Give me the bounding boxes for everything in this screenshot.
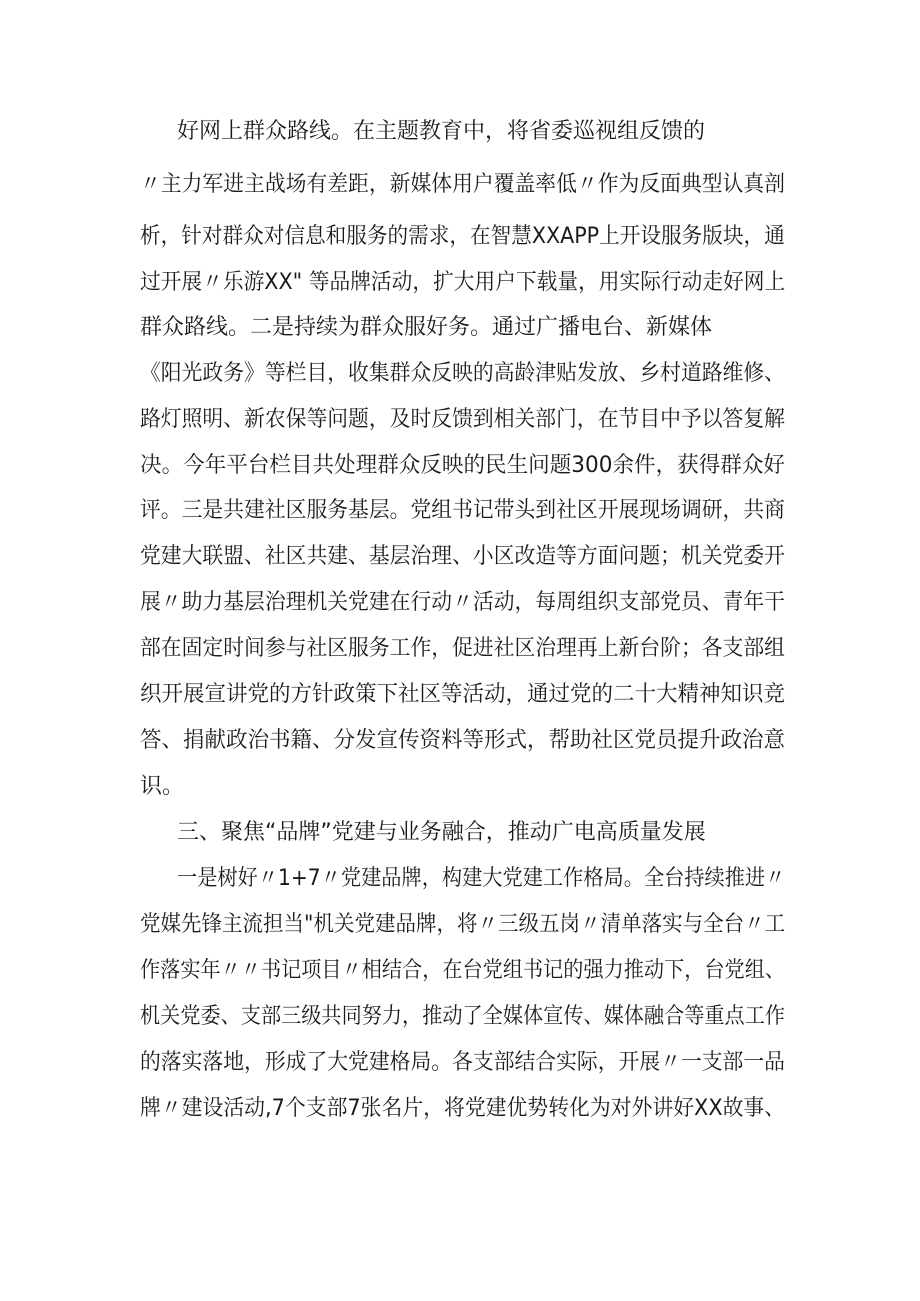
text-line: 好网上群众路线。在主题教育中，将省委巡视组反馈的 xyxy=(177,119,706,144)
text-line: 评。三是共建社区服务基层。党组书记带头到社区开展现场调研，共商 xyxy=(140,498,785,523)
text-line: 《阳光政务》等栏目，收集群众反映的高龄津贴发放、乡村道路维修、 xyxy=(140,361,785,386)
text-line: 析，针对群众对信息和服务的需求，在智慧XXAPP上开设服务版块，通 xyxy=(140,224,785,249)
text-line: 答、捐献政治书籍、分发宣传资料等形式，帮助社区党员提升政治意 xyxy=(140,728,786,753)
text-line: 决。今年平台栏目共处理群众反映的民生问题300余件，获得群众好 xyxy=(140,453,785,478)
text-line: 织开展宣讲党的方针政策下社区等活动，通过党的二十大精神知识竞 xyxy=(140,682,786,707)
text-line: 部在固定时间参与社区服务工作，促进社区治理再上新台阶；各支部组 xyxy=(140,636,785,661)
text-line: 党建大联盟、社区共建、基层治理、小区改造等方面问题；机关党委开 xyxy=(140,544,785,569)
text-line: 识。 xyxy=(140,774,185,799)
section-heading: 三、聚焦“品牌”党建与业务融合，推动广电高质量发展 xyxy=(177,820,706,845)
text-line: 一是树好〃1+7〃党建品牌，构建大党建工作格局。全台持续推进〃 xyxy=(177,866,786,891)
text-line: 过开展〃乐游XX" 等品牌活动，扩大用户下载量，用实际行动走好网上 xyxy=(140,270,786,295)
text-line: 群众路线。二是持续为群众服好务。通过广播电台、新媒体 xyxy=(140,315,713,340)
text-line: 作落实年〃〃书记项目〃相结合，在台党组书记的强力推动下，台党组、 xyxy=(140,958,786,983)
text-line: 党媒先锋主流担当"机关党建品牌，将〃三级五岗〃清单落实与全台〃工 xyxy=(140,912,786,937)
text-line: 〃主力军进主战场有差距，新媒体用户覆盖率低〃作为反面典型认真剖 xyxy=(140,172,785,197)
text-line: 牌〃建设活动,7个支部7张名片，将党建优势转化为对外讲好XX故事、 xyxy=(140,1096,786,1121)
text-line: 机关党委、支部三级共同努力，推动了全媒体宣传、媒体融合等重点工作 xyxy=(140,1004,786,1029)
text-line: 路灯照明、新农保等问题，及时反馈到相关部门，在节目中予以答复解 xyxy=(140,407,785,432)
text-line: 展〃助力基层治理机关党建在行动〃活动，每周组织支部党员、青年干 xyxy=(140,590,785,615)
text-line: 的落实落地，形成了大党建格局。各支部结合实际，开展〃一支部一品 xyxy=(140,1050,785,1075)
